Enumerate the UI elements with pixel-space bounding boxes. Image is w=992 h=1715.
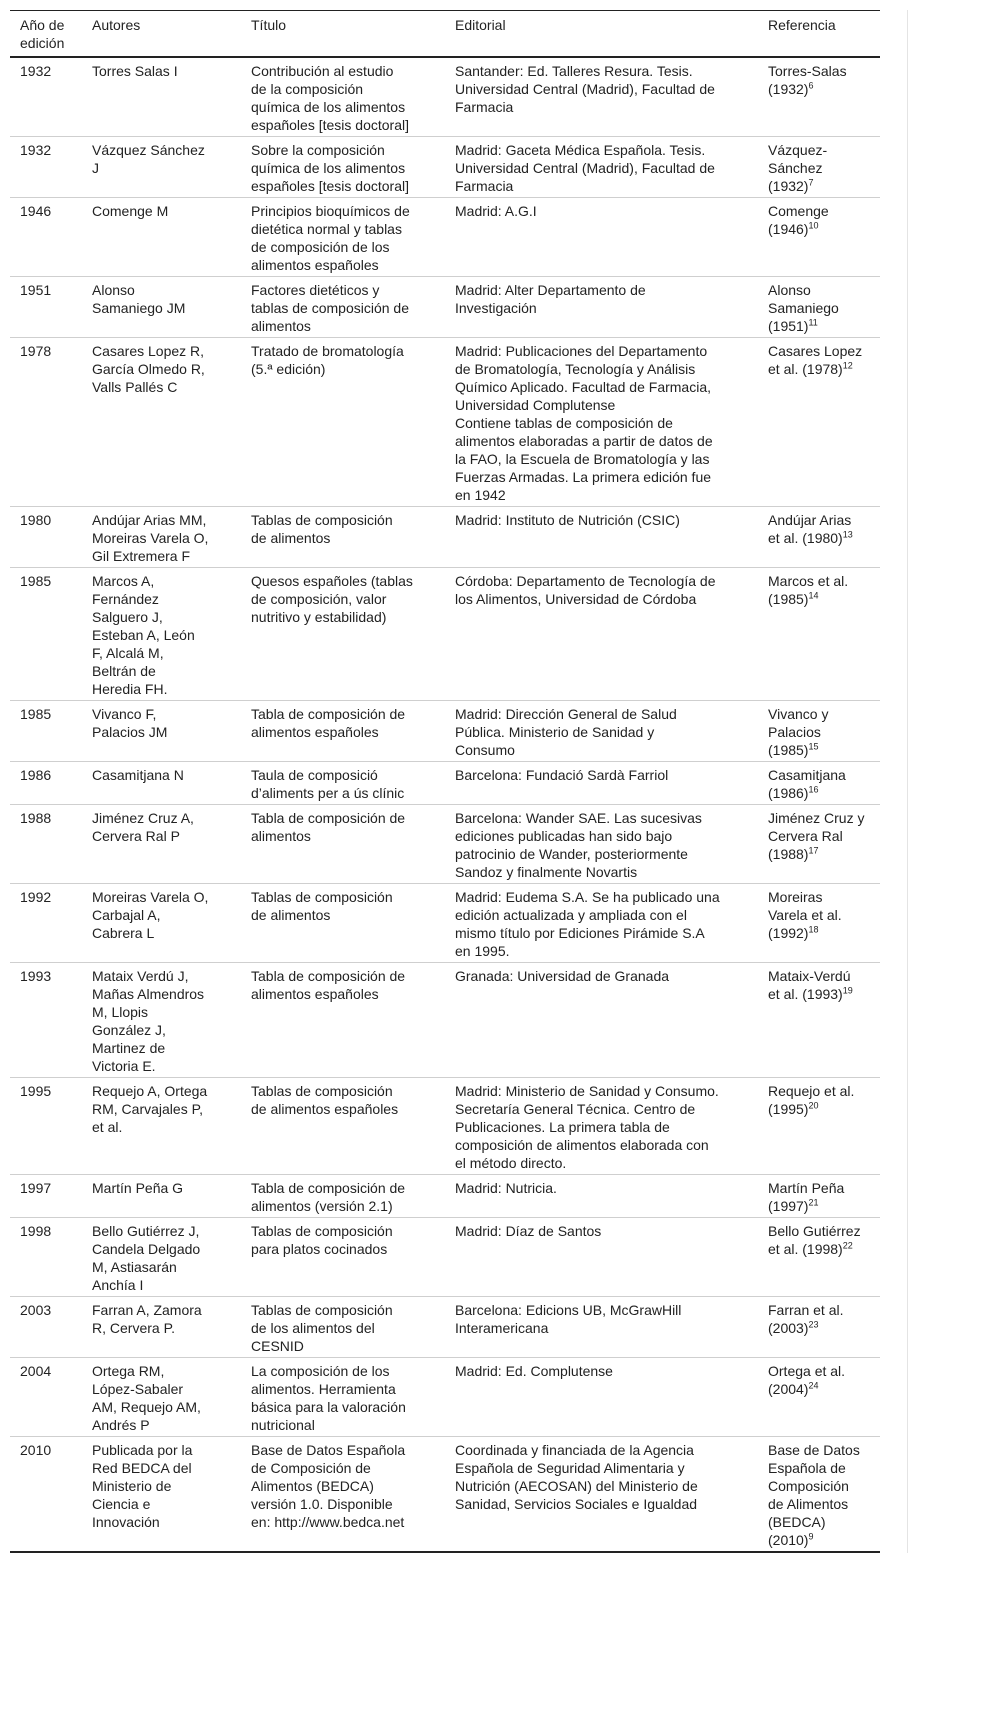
cell-authors-text: Casamitjana N [92, 767, 184, 783]
cell-editorial-text: Córdoba: Departamento de Tecnología de los Alimentos, Universidad de Córdoba [455, 573, 716, 607]
cell-year-text: 1995 [20, 1083, 52, 1099]
cell-reference [758, 1358, 880, 1437]
cell-authors-text: Alonso Samaniego JM [92, 282, 186, 316]
cell-reference-text: Andújar Arias et al. (1980) [768, 512, 852, 546]
cell-title-text: Tablas de composición de alimentos españoles [251, 1083, 399, 1117]
cell-year [10, 963, 82, 1078]
cell-editorial [445, 1437, 758, 1553]
cell-authors-text: Mataix Verdú J, Mañas Almendros M, Llopis González J, Martinez de Victoria E. [92, 968, 205, 1074]
table-row [10, 963, 880, 1078]
cell-authors-text: Publicada por la Red BEDCA del Ministerio de Ciencia e Innovación [92, 1442, 193, 1530]
reference-number: 13 [842, 529, 853, 540]
cell-editorial-text: Barcelona: Wander SAE. Las sucesivas ediciones publicadas han sido bajo patrocinio de Wander, posteriormente Sandoz y finalmente Novartis [455, 810, 702, 880]
cell-reference-text: Mataix-Verdú et al. (1993) [768, 968, 851, 1002]
header-year: Año de edición [20, 17, 65, 51]
table-row [10, 1218, 880, 1297]
reference-number: 11 [808, 317, 818, 328]
cell-editorial [445, 1078, 758, 1175]
cell-year-text: 1998 [20, 1223, 52, 1239]
cell-reference [758, 1078, 880, 1175]
cell-editorial-text: Madrid: Díaz de Santos [455, 1223, 602, 1239]
cell-year [10, 884, 82, 963]
cell-reference [758, 884, 880, 963]
cell-authors-text: Bello Gutiérrez J, Candela Delgado M, Astiasarán Anchía I [92, 1223, 201, 1293]
table-row [10, 1175, 880, 1218]
reference-number: 7 [808, 177, 814, 188]
cell-reference-text: Jiménez Cruz y Cervera Ral (1988) [768, 810, 865, 862]
cell-year [10, 198, 82, 277]
cell-editorial-text: Barcelona: Fundació Sardà Farriol [455, 767, 669, 783]
cell-authors [82, 1175, 241, 1218]
cell-editorial [445, 137, 758, 198]
cell-authors-text: Casares Lopez R, García Olmedo R, Valls Pallés C [92, 343, 205, 395]
cell-title [241, 137, 445, 198]
cell-year-text: 1951 [20, 282, 52, 298]
reference-number: 21 [808, 1197, 819, 1208]
cell-title [241, 1358, 445, 1437]
cell-reference-text: Torres-Salas (1932) [768, 63, 847, 97]
cell-title-text: Base de Datos Española de Composición de Alimentos (BEDCA) versión 1.0. Disponible en: http://www.bedca.net [251, 1442, 406, 1530]
table-row [10, 338, 880, 507]
cell-editorial-text: Madrid: Gaceta Médica Española. Tesis. Universidad Central (Madrid), Facultad de Farmacia [455, 142, 715, 194]
cell-title [241, 701, 445, 762]
cell-year-text: 1997 [20, 1180, 52, 1196]
reference-number: 19 [842, 985, 853, 996]
cell-title [241, 1437, 445, 1553]
cell-reference-text: Martín Peña (1997) [768, 1180, 845, 1214]
cell-editorial [445, 507, 758, 568]
cell-title-text: Factores dietéticos y tablas de composición de alimentos [251, 282, 409, 334]
cell-year [10, 338, 82, 507]
cell-title-text: Tabla de composición de alimentos españoles [251, 968, 406, 1002]
cell-title [241, 1078, 445, 1175]
cell-authors [82, 1437, 241, 1553]
cell-year [10, 1175, 82, 1218]
cell-authors [82, 338, 241, 507]
cell-year [10, 762, 82, 805]
reference-number: 10 [808, 220, 819, 231]
cell-editorial-text: Madrid: Publicaciones del Departamento de Bromatología, Tecnología y Análisis Químico Aplicado. Facultad de Farmacia, Universidad Complutense Contiene tablas de composición de alimentos elaboradas a partir de datos de la FAO, la Escuela de Bromatología y las Fuerzas Armadas. La primera edición fue en 1942 [455, 343, 713, 503]
cell-reference-text: Base de Datos Española de Composición de Alimentos (BEDCA) (2010) [768, 1442, 860, 1548]
header-reference: Referencia [768, 17, 836, 33]
table-row [10, 701, 880, 762]
cell-reference-text: Bello Gutiérrez et al. (1998) [768, 1223, 861, 1257]
cell-year-text: 1932 [20, 63, 52, 79]
cell-editorial-text: Granada: Universidad de Granada [455, 968, 670, 984]
cell-authors-text: Martín Peña G [92, 1180, 184, 1196]
cell-title-text: Tablas de composición de alimentos [251, 512, 393, 546]
cell-authors [82, 1218, 241, 1297]
reference-number: 6 [808, 80, 814, 91]
table-row [10, 1297, 880, 1358]
cell-authors [82, 277, 241, 338]
cell-editorial-text: Madrid: Ministerio de Sanidad y Consumo. Secretaría General Técnica. Centro de Publicaciones. La primera tabla de composición de alimentos elaborada con el método directo. [455, 1083, 719, 1171]
cell-year [10, 507, 82, 568]
cell-year-text: 2003 [20, 1302, 52, 1318]
cell-year [10, 701, 82, 762]
cell-title-text: Sobre la composición química de los alimentos españoles [tesis doctoral] [251, 142, 409, 194]
cell-authors [82, 1297, 241, 1358]
cell-editorial [445, 1358, 758, 1437]
reference-number: 16 [808, 784, 819, 795]
cell-reference-text: Vivanco y Palacios (1985) [768, 706, 829, 758]
table-row [10, 198, 880, 277]
cell-editorial [445, 1175, 758, 1218]
table-row [10, 57, 880, 137]
cell-reference [758, 507, 880, 568]
cell-reference-text: Alonso Samaniego (1951) [768, 282, 839, 334]
cell-editorial-text: Santander: Ed. Talleres Resura. Tesis. Universidad Central (Madrid), Facultad de Farmacia [455, 63, 715, 115]
cell-editorial [445, 805, 758, 884]
reference-number: 14 [808, 590, 819, 601]
cell-year [10, 57, 82, 137]
cell-editorial-text: Coordinada y financiada de la Agencia Española de Seguridad Alimentaria y Nutrición (AECOSAN) del Ministerio de Sanidad, Servicios Sociales e Igualdad [455, 1442, 698, 1512]
cell-authors [82, 568, 241, 701]
cell-authors [82, 963, 241, 1078]
cell-editorial [445, 762, 758, 805]
cell-title [241, 762, 445, 805]
cell-year-text: 1993 [20, 968, 52, 984]
cell-year-text: 1992 [20, 889, 52, 905]
cell-editorial-text: Madrid: Instituto de Nutrición (CSIC) [455, 512, 680, 528]
table-container [10, 10, 908, 1553]
reference-number: 15 [808, 741, 819, 752]
reference-number: 18 [808, 924, 819, 935]
cell-reference [758, 137, 880, 198]
cell-editorial [445, 57, 758, 137]
cell-authors-text: Farran A, Zamora R, Cervera P. [92, 1302, 202, 1336]
cell-editorial [445, 568, 758, 701]
cell-reference-text: Ortega et al. (2004) [768, 1363, 846, 1397]
cell-year-text: 2010 [20, 1442, 52, 1458]
cell-year [10, 277, 82, 338]
cell-title [241, 507, 445, 568]
cell-authors-text: Comenge M [92, 203, 169, 219]
cell-title [241, 963, 445, 1078]
cell-title [241, 277, 445, 338]
cell-title-text: Contribución al estudio de la composición química de los alimentos españoles [tesis doctoral] [251, 63, 409, 133]
cell-reference [758, 57, 880, 137]
cell-editorial [445, 338, 758, 507]
cell-reference-text: Casamitjana (1986) [768, 767, 846, 801]
cell-reference [758, 277, 880, 338]
reference-number: 9 [808, 1531, 814, 1542]
cell-editorial [445, 1218, 758, 1297]
cell-authors-text: Moreiras Varela O, Carbajal A, Cabrera L [92, 889, 209, 941]
cell-title-text: Tablas de composición de alimentos [251, 889, 393, 923]
cell-reference [758, 198, 880, 277]
cell-authors [82, 507, 241, 568]
cell-reference-text: Requejo et al. (1995) [768, 1083, 855, 1117]
cell-year [10, 805, 82, 884]
cell-authors [82, 1078, 241, 1175]
header-authors: Autores [92, 17, 141, 33]
cell-reference-text: Vázquez- Sánchez (1932) [768, 142, 828, 194]
header-editorial: Editorial [455, 17, 506, 33]
cell-title [241, 805, 445, 884]
cell-title [241, 1297, 445, 1358]
cell-reference [758, 701, 880, 762]
cell-authors [82, 1358, 241, 1437]
cell-year-text: 1985 [20, 573, 52, 589]
cell-authors-text: Vázquez Sánchez J [92, 142, 205, 176]
cell-authors [82, 137, 241, 198]
cell-authors-text: Ortega RM, López-Sabaler AM, Requejo AM, Andrés P [92, 1363, 201, 1433]
table-row [10, 805, 880, 884]
cell-title-text: Principios bioquímicos de dietética normal y tablas de composición de los alimentos españoles [251, 203, 410, 273]
table-row [10, 277, 880, 338]
cell-editorial [445, 963, 758, 1078]
cell-year-text: 1978 [20, 343, 52, 359]
cell-editorial [445, 884, 758, 963]
cell-title-text: Quesos españoles (tablas de composición, valor nutritivo y estabilidad) [251, 573, 413, 625]
table-row [10, 1437, 880, 1553]
reference-number: 20 [808, 1100, 819, 1111]
cell-title [241, 338, 445, 507]
cell-reference [758, 1218, 880, 1297]
cell-year-text: 2004 [20, 1363, 52, 1379]
cell-reference [758, 568, 880, 701]
cell-year [10, 1078, 82, 1175]
reference-number: 23 [808, 1319, 819, 1330]
cell-title-text: Tabla de composición de alimentos (versión 2.1) [251, 1180, 406, 1214]
cell-title [241, 1218, 445, 1297]
cell-title-text: Taula de composició d’aliments per a ús clínic [251, 767, 405, 801]
reference-number: 12 [842, 360, 853, 371]
cell-authors-text: Vivanco F, Palacios JM [92, 706, 168, 740]
table-row [10, 137, 880, 198]
header-row [10, 11, 880, 58]
cell-authors [82, 762, 241, 805]
cell-editorial-text: Madrid: Dirección General de Salud Pública. Ministerio de Sanidad y Consumo [455, 706, 677, 758]
cell-year-text: 1986 [20, 767, 52, 783]
cell-authors [82, 701, 241, 762]
cell-editorial [445, 1297, 758, 1358]
table-row [10, 1078, 880, 1175]
cell-authors-text: Marcos A, Fernández Salguero J, Esteban A, León F, Alcalá M, Beltrán de Heredia FH. [92, 573, 195, 697]
cell-year [10, 568, 82, 701]
cell-authors [82, 198, 241, 277]
cell-reference-text: Marcos et al. (1985) [768, 573, 849, 607]
cell-authors-text: Torres Salas I [92, 63, 178, 79]
table-row [10, 507, 880, 568]
table-row [10, 1358, 880, 1437]
cell-title-text: La composición de los alimentos. Herramienta básica para la valoración nutricional [251, 1363, 406, 1433]
cell-authors-text: Requejo A, Ortega RM, Carvajales P, et al. [92, 1083, 208, 1135]
table-row [10, 568, 880, 701]
cell-title-text: Tablas de composición de los alimentos del CESNID [251, 1302, 393, 1354]
cell-reference [758, 338, 880, 507]
cell-reference [758, 1297, 880, 1358]
cell-title-text: Tratado de bromatología (5.ª edición) [251, 343, 404, 377]
table-row [10, 884, 880, 963]
cell-year-text: 1946 [20, 203, 52, 219]
cell-reference-text: Casares Lopez et al. (1978) [768, 343, 863, 377]
cell-year [10, 1218, 82, 1297]
cell-title-text: Tabla de composición de alimentos españoles [251, 706, 406, 740]
cell-year [10, 137, 82, 198]
cell-year-text: 1980 [20, 512, 52, 528]
cell-title [241, 1175, 445, 1218]
cell-authors [82, 805, 241, 884]
cell-editorial-text: Madrid: Nutricia. [455, 1180, 557, 1196]
cell-editorial-text: Madrid: Eudema S.A. Se ha publicado una edición actualizada y ampliada con el mismo título por Ediciones Pirámide S.A en 1995. [455, 889, 720, 959]
cell-authors [82, 57, 241, 137]
cell-reference [758, 1437, 880, 1553]
cell-year [10, 1437, 82, 1553]
cell-year-text: 1988 [20, 810, 52, 826]
table-row [10, 762, 880, 805]
cell-title [241, 568, 445, 701]
cell-year [10, 1358, 82, 1437]
cell-editorial-text: Madrid: Ed. Complutense [455, 1363, 613, 1379]
cell-reference [758, 805, 880, 884]
cell-authors-text: Jiménez Cruz A, Cervera Ral P [92, 810, 194, 844]
reference-number: 17 [808, 845, 819, 856]
header-title: Título [251, 17, 287, 33]
cell-editorial-text: Madrid: Alter Departamento de Investigación [455, 282, 646, 316]
cell-reference [758, 762, 880, 805]
cell-title-text: Tabla de composición de alimentos [251, 810, 406, 844]
cell-reference [758, 1175, 880, 1218]
cell-title [241, 57, 445, 137]
cell-year [10, 1297, 82, 1358]
cell-reference [758, 963, 880, 1078]
cell-reference-text: Farran et al. (2003) [768, 1302, 844, 1336]
cell-editorial [445, 701, 758, 762]
cell-authors-text: Andújar Arias MM, Moreiras Varela O, Gil Extremera F [92, 512, 209, 564]
cell-title [241, 198, 445, 277]
cell-reference-text: Comenge (1946) [768, 203, 829, 237]
cell-title [241, 884, 445, 963]
cell-year-text: 1932 [20, 142, 52, 158]
cell-authors [82, 884, 241, 963]
reference-number: 22 [842, 1240, 853, 1251]
cell-title-text: Tablas de composición para platos cocinados [251, 1223, 393, 1257]
cell-year-text: 1985 [20, 706, 52, 722]
cell-editorial [445, 198, 758, 277]
food-composition-tables [10, 10, 880, 1553]
reference-number: 24 [808, 1380, 819, 1391]
cell-reference-text: Moreiras Varela et al. (1992) [768, 889, 842, 941]
cell-editorial-text: Barcelona: Edicions UB, McGrawHill Interamericana [455, 1302, 682, 1336]
cell-editorial [445, 277, 758, 338]
cell-editorial-text: Madrid: A.G.I [455, 203, 537, 219]
